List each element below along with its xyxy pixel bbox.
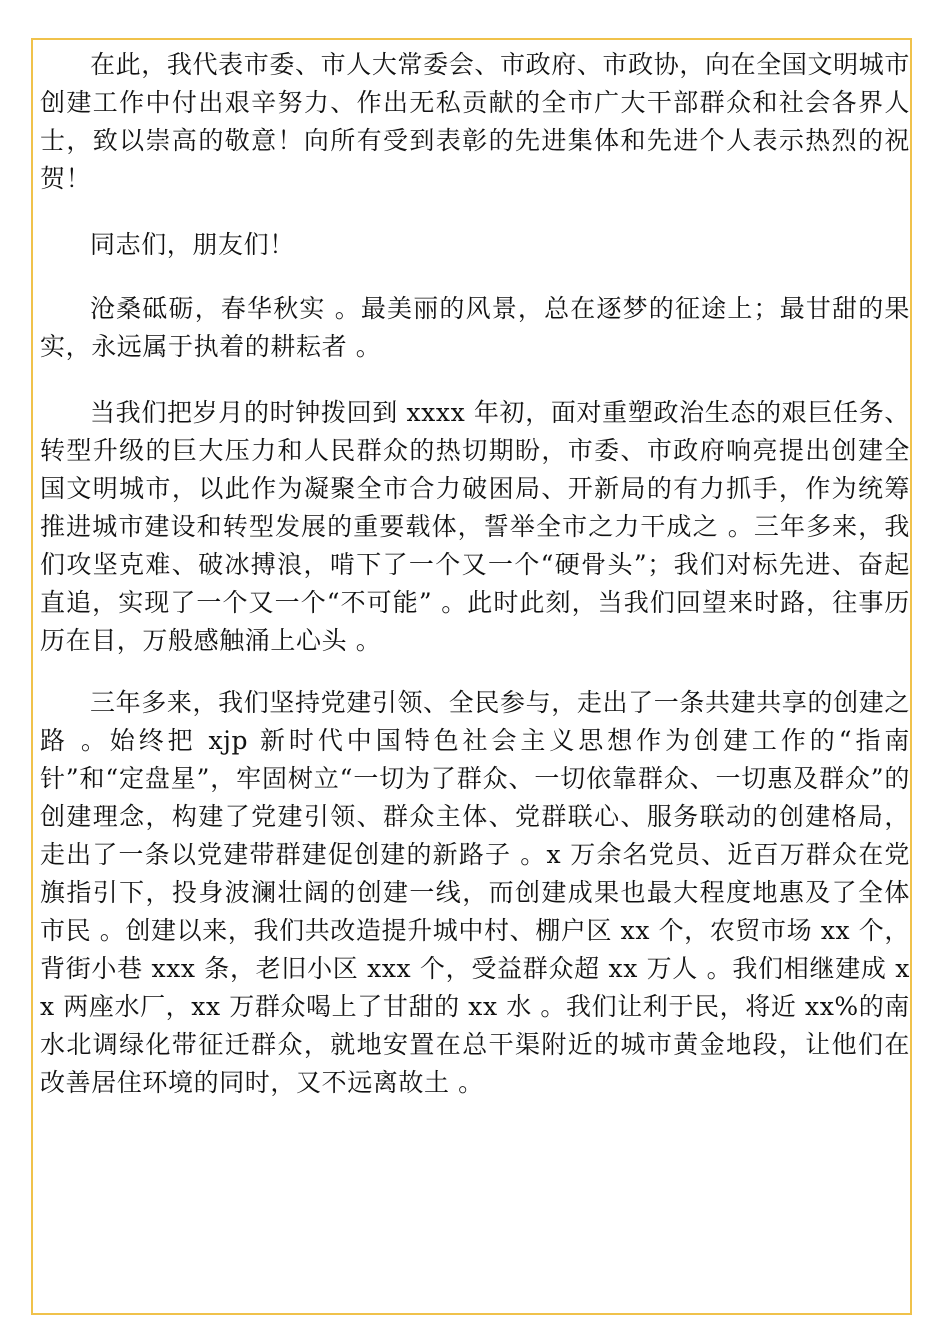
document-body (40, 46, 910, 1102)
paragraph-greeting: 同志们，朋友们！ (90, 230, 295, 259)
paragraph-reflection: 沧桑砥砺，春华秋实 。最美丽的风景，总在逐梦的征途上；最甘甜的果实，永远属于执着的耕耘者 。 (40, 294, 910, 361)
paragraph-achievements: 三年多来，我们坚持党建引领、全民参与，走出了一条共建共享的创建之路 。始终把 xjp 新时代中国特色社会主义思想作为创建工作的“指南针”和“定盘星”，牢固树立“一切为了群众、一切依靠群众、一切惠及群众”的创建理念，构建了党建引领、群众主体、党群联心、服务联动的创建格局，走出了一条以党建带群建促创建的新路子 。x 万余名党员、近百万群众在党旗指引下，投身波澜壮阔的创建一线，而创建成果也最大程度地惠及了全体市民 。创建以来，我们共改造提升城中村、棚户区 xx 个，农贸市场 xx 个，背街小巷 xxx 条，老旧小区 xxx 个，受益群众超 xx 万人 。我们相继建成 xx 两座水厂，xx 万群众喝上了甘甜的 xx 水 。我们让利于民，将近 xx%的南水北调绿化带征迁群众，就地安置在总干渠附近的城市黄金地段，让他们在改善居住环境的同时，又不远离故土 。 (40, 688, 910, 1097)
paragraph-tribute: 在此，我代表市委、市人大常委会、市政府、市政协，向在全国文明城市创建工作中付出艰辛努力、作出无私贡献的全市广大干部群众和社会各界人士，致以崇高的敬意！向所有受到表彰的先进集体和先进个人表示热烈的祝贺！ (40, 50, 910, 193)
paragraph-history: 当我们把岁月的时钟拨回到 xxxx 年初，面对重塑政治生态的艰巨任务、转型升级的巨大压力和人民群众的热切期盼，市委、市政府响亮提出创建全国文明城市，以此作为凝聚全市合力破困局、开新局的有力抓手，作为统筹推进城市建设和转型发展的重要载体，誓举全市之力干成之 。三年多来，我们攻坚克难、破冰搏浪，啃下了一个又一个“硬骨头”；我们对标先进、奋起直追，实现了一个又一个“不可能” 。此时此刻，当我们回望来时路，往事历历在目，万般感触涌上心头 。 (40, 398, 910, 655)
